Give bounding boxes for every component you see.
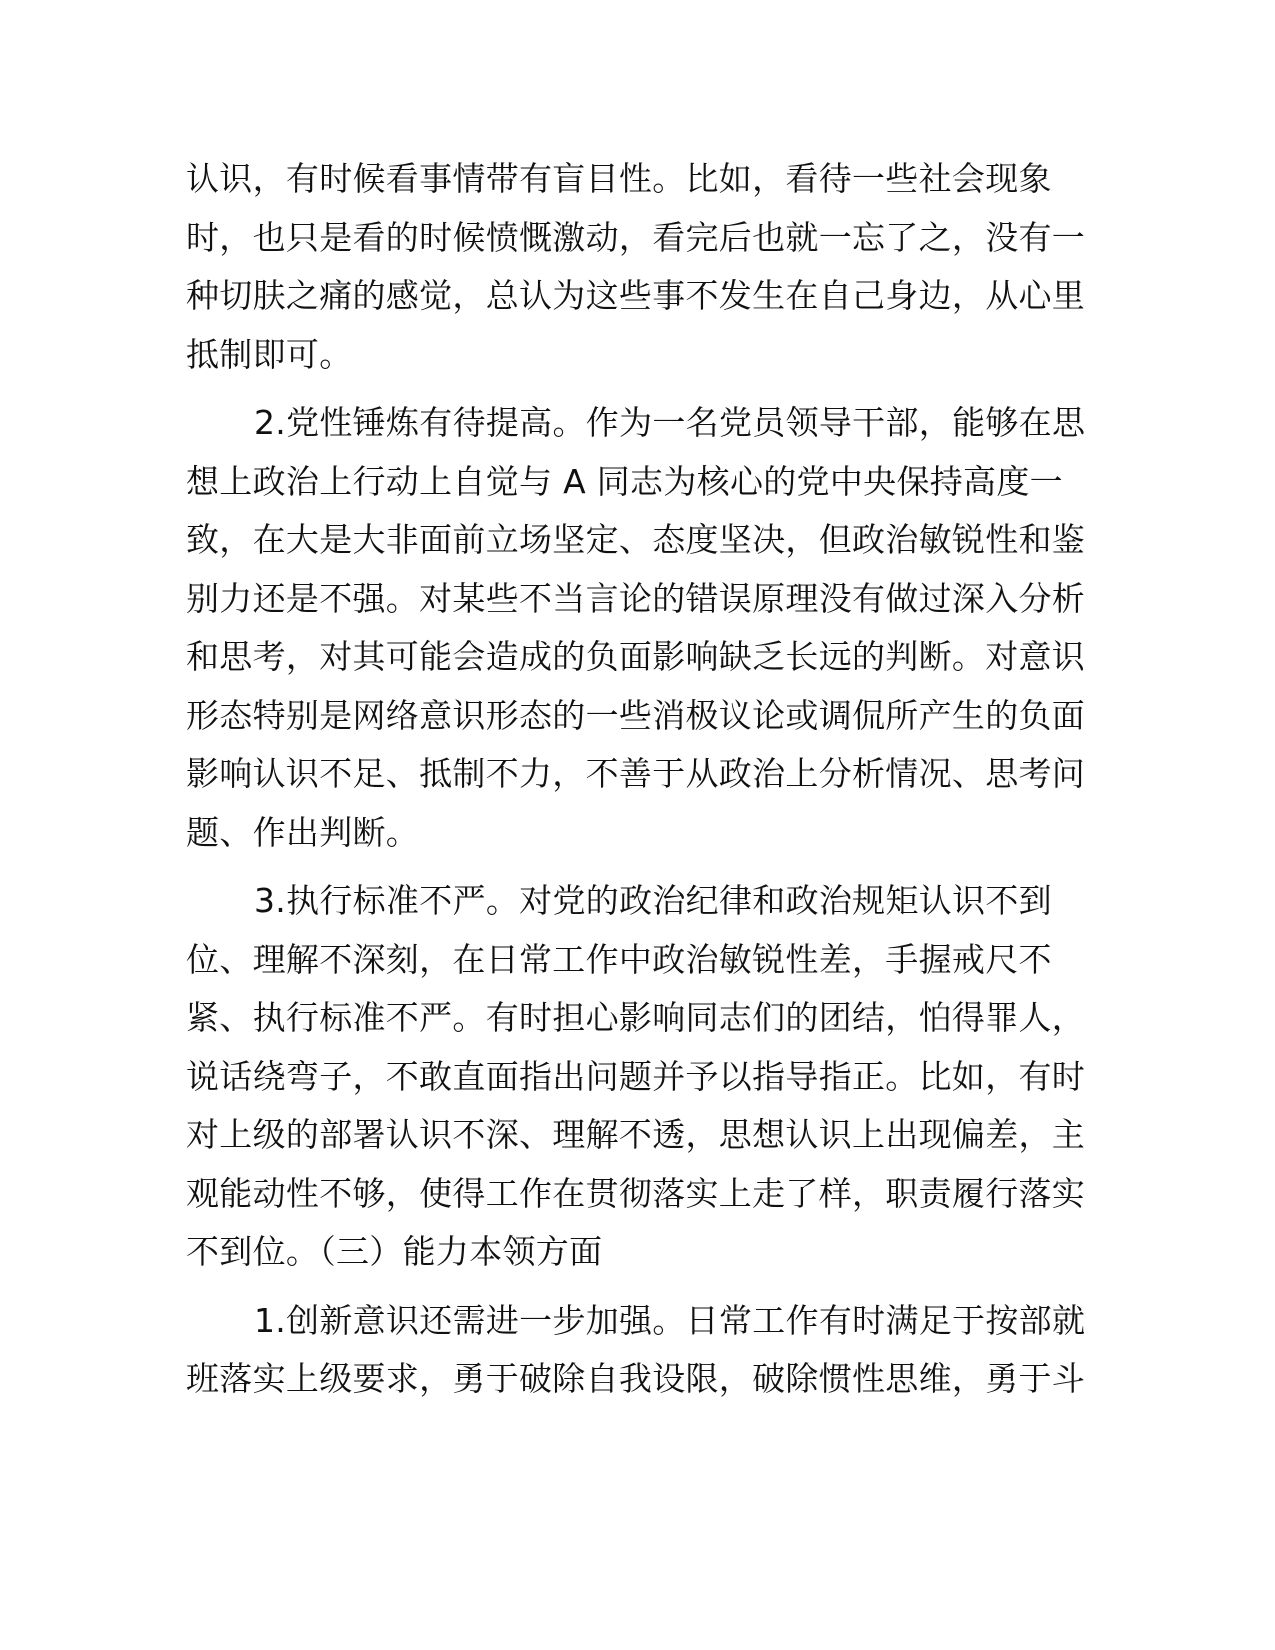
text-line: 和思考，对其可能会造成的负面影响缺乏长远的判断。对意识: [186, 637, 1086, 676]
text-line: 位、理解不深刻，在日常工作中政治敏锐性差，手握戒尺不: [186, 939, 1052, 979]
text-line: 别力还是不强。对某些不当言论的错误原理没有做过深入分析: [186, 578, 1086, 618]
text-line: 想上政治上行动上自觉与 A 同志为核心的党中央保持高度一: [186, 461, 1063, 501]
text-line: 种切肤之痛的感觉，总认为这些事不发生在自己身边，从心里: [186, 276, 1086, 315]
text-line: 紧、执行标准不严。有时担心影响同志们的团结，怕得罪人，: [186, 998, 1086, 1037]
paragraph-gap: [186, 1282, 1086, 1292]
text-line: 形态特别是网络意识形态的一些消极议论或调侃所产生的负面: [186, 695, 1086, 735]
paragraph-heading-line: 1.创新意识还需进一步加强。日常工作有时满足于按部就: [254, 1300, 1086, 1340]
text-line: 观能动性不够，使得工作在贯彻落实上走了样，职责履行落实: [186, 1173, 1086, 1213]
text-line: 致，在大是大非面前立场坚定、态度坚决，但政治敏锐性和鉴: [186, 520, 1086, 559]
text-line: 对上级的部署认识不深、理解不透，思想认识上出现偏差，主: [186, 1115, 1086, 1154]
text-line: 说话绕弯子，不敢直面指出问题并予以指导指正。比如，有时: [186, 1056, 1086, 1096]
text-line: 影响认识不足、抵制不力，不善于从政治上分析情况、思考问: [186, 754, 1086, 793]
section-heading-line: 不到位。（三）能力本领方面: [186, 1232, 603, 1271]
text-line: 时，也只是看的时候愤慨激动，看完后也就一忘了之，没有一: [186, 217, 1086, 257]
paragraph-gap: [186, 384, 1086, 394]
paragraph-gap: [186, 862, 1086, 872]
text-line: 认识，有时候看事情带有盲目性。比如，看待一些社会现象: [186, 159, 1052, 198]
paragraph-heading-line: 2.党性锤炼有待提高。作为一名党员领导干部，能够在思: [254, 403, 1086, 442]
text-line: 题、作出判断。: [186, 812, 420, 852]
text-line: 班落实上级要求，勇于破除自我设限，破除惯性思维，勇于斗: [186, 1359, 1086, 1398]
text-line: 抵制即可。: [186, 334, 353, 374]
paragraph-heading-line: 3.执行标准不严。对党的政治纪律和政治规矩认识不到: [254, 881, 1052, 920]
document-body: [186, 150, 1086, 1409]
